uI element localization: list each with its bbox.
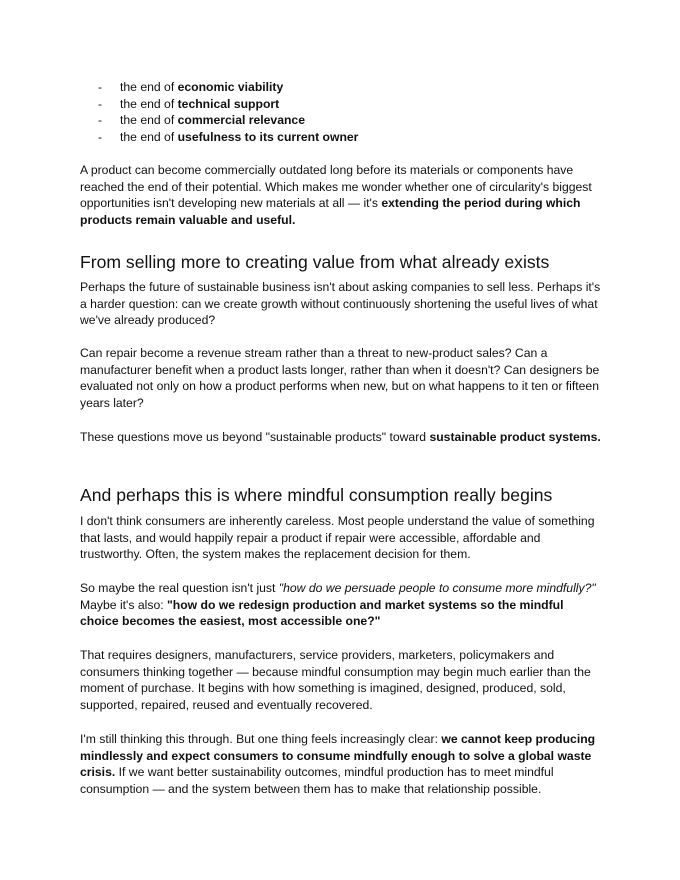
paragraph-real-question: So maybe the real question isn't just "how do we persuade people to consume more mindfully?" Maybe it's also: "how do we redesign production and market systems so the mindful choice becomes the easiest, most accessible one?": [80, 581, 596, 629]
paragraph-requires-designers: That requires designers, manufacturers, service providers, marketers, policymakers and consumers thinking together — because mindful consumption may begin much earlier than the moment of purchase. It begins with how something is imagined, designed, produced, sold, supported, repaired, reused and eventually recovered.: [80, 648, 591, 713]
paragraph-future-business: Perhaps the future of sustainable business isn't about asking companies to sell less. Perhaps it's a harder question: can we create growth without continuously shortening the useful lives of what we've already produced?: [80, 280, 601, 328]
list-item: - the end of technical support: [98, 96, 280, 111]
bullet-dash: -: [98, 80, 103, 94]
paragraph-product-systems: These questions move us beyond "sustainable products" toward sustainable product systems.: [80, 430, 601, 444]
heading-mindful-consumption: And perhaps this is where mindful consumption really begins: [80, 485, 553, 505]
list-item: - the end of commercial relevance: [98, 113, 305, 128]
paragraph-circularity: A product can become commercially outdated long before its materials or components have reached the end of their potential. Which makes me wonder whether one of circularity's biggest opportunities isn't developing new materials at all — it's extending the period during which products remain valuable and useful.: [80, 163, 592, 228]
bullet-list: [98, 79, 598, 146]
paragraph-consumers: I don't think consumers are inherently careless. Most people understand the value of something that lasts, and would happily repair a product if repair were accessible, affordable and trustworthy. Often, the system makes the replacement decision for them.: [80, 514, 595, 562]
list-item: - the end of economic viability: [98, 80, 284, 94]
paragraph-repair-questions: Can repair become a revenue stream rather than a threat to new-product sales? Can a manufacturer benefit when a product lasts longer, rather than when it doesn't? Can designers be evaluated not only on how a product performs when new, but on what happens to it ten or fifteen years later?: [80, 346, 600, 411]
bullet-dash: -: [98, 113, 103, 128]
paragraph-conclusion: I'm still thinking this through. But one thing feels increasingly clear: we cannot keep producing mindlessly and expect consumers to consume mindfully enough to solve a global waste crisis. If we want better sustainability outcomes, mindful production has to meet mindful consumption — and the system between them has to make that relationship possible.: [80, 732, 596, 797]
bullet-dash: -: [98, 130, 103, 145]
bullet-dash: -: [98, 96, 103, 111]
heading-selling-more: From selling more to creating value from what already exists: [80, 252, 550, 272]
list-item: - the end of usefulness to its current owner: [98, 130, 359, 145]
